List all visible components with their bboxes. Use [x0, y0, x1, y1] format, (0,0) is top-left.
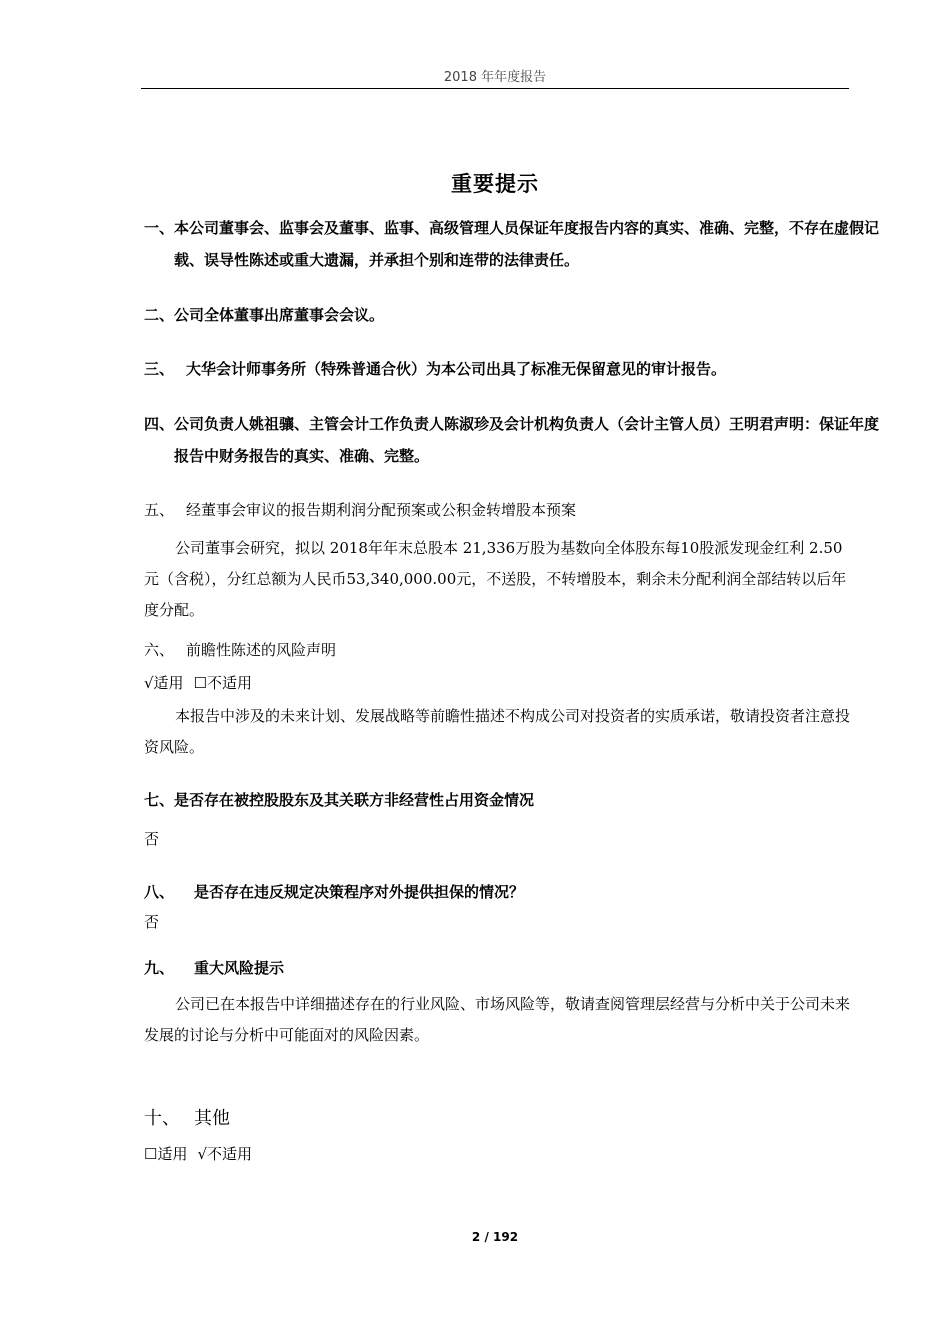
section-4-text: 公司负责人姚祖骧、主管会计工作负责人陈淑珍及会计机构负责人（会计主管人员）王明君声明：保证年度报告中财务报告的真实、准确、完整。 — [174, 415, 880, 465]
option-not-applicable: ☐不适用 — [193, 674, 253, 692]
section-8-heading — [144, 876, 850, 908]
header-divider — [141, 88, 849, 89]
section-9-body: 公司已在本报告中详细描述存在的行业风险、市场风险等，敬请查阅管理层经营与分析中关于公司未来发展的讨论与分析中可能面对的风险因素。 — [144, 995, 851, 1044]
section-7-answer: 否 — [144, 830, 160, 848]
section-3-text: 大华会计师事务所（特殊普通合伙）为本公司出具了标准无保留意见的审计报告。 — [186, 360, 727, 378]
section-1-number: 一、 — [144, 219, 175, 237]
option-applicable-checked: √适用 — [144, 674, 184, 692]
section-5-number: 五、 — [144, 501, 175, 519]
section-6-number: 六、 — [144, 641, 175, 659]
section-8-answer: 否 — [144, 913, 160, 931]
section-10-number: 十、 — [144, 1108, 180, 1129]
section-10-options — [144, 1140, 850, 1168]
section-8-heading-text: 是否存在违反规定决策程序对外提供担保的情况？ — [194, 883, 525, 901]
section-6-heading-text: 前瞻性陈述的风险声明 — [186, 641, 337, 659]
section-6-options — [144, 669, 850, 697]
section-7-number: 七、 — [144, 791, 175, 809]
section-7-heading — [144, 784, 850, 816]
section-10-heading-text: 其他 — [194, 1108, 230, 1129]
section-3-number: 三、 — [144, 360, 175, 378]
option-applicable: ☐适用 — [144, 1145, 188, 1163]
section-9-number: 九、 — [144, 959, 175, 977]
section-5-heading — [144, 494, 850, 526]
section-5-body: 公司董事会研究，拟以 2018年年末总股本 21,336万股为基数向全体股东每10股派发现金红利 2.50元（含税），分红总额为人民币53,340,000.00元，不送股，不转增股本，剩余未分配利润全部结转以后年度分配。 — [144, 539, 847, 619]
page-header-title: 2018 年年度报告 — [443, 70, 547, 85]
section-4 — [144, 408, 880, 472]
section-7-heading-text: 是否存在被控股股东及其关联方非经营性占用资金情况 — [174, 791, 535, 809]
section-9-heading — [144, 952, 850, 984]
section-2 — [144, 299, 850, 331]
section-10-heading — [144, 1103, 850, 1135]
section-2-text: 公司全体董事出席董事会会议。 — [174, 306, 385, 324]
section-1 — [144, 212, 880, 276]
section-6-heading — [144, 634, 850, 666]
page-number: 2 / 192 — [471, 1230, 519, 1244]
section-2-number: 二、 — [144, 306, 175, 324]
section-5-heading-text: 经董事会审议的报告期利润分配预案或公积金转增股本预案 — [186, 501, 577, 519]
section-1-text: 本公司董事会、监事会及董事、监事、高级管理人员保证年度报告内容的真实、准确、完整，不存在虚假记载、误导性陈述或重大遗漏，并承担个别和连带的法律责任。 — [174, 219, 880, 269]
section-8-number: 八、 — [144, 883, 175, 901]
section-3 — [144, 353, 850, 385]
option-not-applicable-checked: √不适用 — [197, 1145, 253, 1163]
section-9-heading-text: 重大风险提示 — [194, 959, 285, 977]
section-4-number: 四、 — [144, 415, 175, 433]
section-6-body: 本报告中涉及的未来计划、发展战略等前瞻性描述不构成公司对投资者的实质承诺，敬请投资者注意投资风险。 — [144, 707, 851, 756]
page-title: 重要提示 — [451, 172, 539, 196]
